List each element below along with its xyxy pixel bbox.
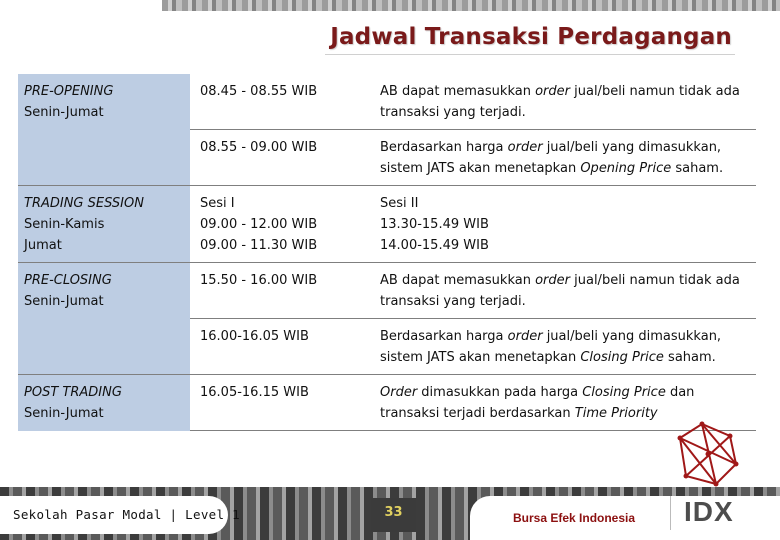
sesi-time: 09.00 - 11.30 WIB <box>200 238 318 253</box>
sesi-2-cell <box>374 186 756 263</box>
desc-text: Berdasarkan harga <box>380 140 508 155</box>
session-days: Senin-Jumat <box>24 294 104 309</box>
desc-text: jual/beli yang dimasukkan, sistem JATS akan menetapkan <box>380 140 722 176</box>
session-days: Senin-Jumat <box>24 406 104 421</box>
desc-text: jual/beli namun tidak ada transaksi yang terjadi. <box>380 273 740 309</box>
sesi-time: 09.00 - 12.00 WIB <box>200 217 318 232</box>
session-days: Senin-Kamis <box>24 217 105 232</box>
desc-em: order <box>507 329 543 344</box>
desc-cell <box>374 263 756 319</box>
time-cell: 16.05-16.15 WIB <box>190 375 374 431</box>
table-row <box>18 375 756 431</box>
desc-em: order <box>535 84 570 99</box>
session-days: Senin-Jumat <box>24 105 104 120</box>
time-cell: 15.50 - 16.00 WIB <box>190 263 374 319</box>
table-row <box>18 186 756 263</box>
session-days: Jumat <box>24 238 62 253</box>
footer-course-label: Sekolah Pasar Modal | Level 1 <box>13 507 240 522</box>
session-cell-post-trading <box>18 375 190 431</box>
sesi-label: Sesi I <box>200 196 235 211</box>
desc-text: AB dapat memasukkan <box>380 273 536 288</box>
page-title: Jadwal Transaksi Perdagangan <box>330 24 732 50</box>
desc-em: Time Priority <box>574 406 658 421</box>
session-name: TRADING SESSION <box>24 196 144 211</box>
session-cell-pre-opening <box>18 74 190 186</box>
session-name: PRE-OPENING <box>24 84 114 99</box>
session-cell-trading <box>18 186 190 263</box>
desc-text: jual/beli yang dimasukkan, sistem JATS akan menetapkan <box>380 329 722 365</box>
sesi-time: 14.00-15.49 WIB <box>380 238 489 253</box>
idx-globe-icon <box>672 418 742 490</box>
page-number: 33 <box>384 505 403 520</box>
desc-cell <box>374 130 756 186</box>
desc-em: Closing Price <box>580 350 664 365</box>
desc-em: order <box>507 140 543 155</box>
desc-cell <box>374 319 756 375</box>
desc-em: Closing Price <box>582 385 666 400</box>
brand-name: Bursa Efek Indonesia <box>513 511 636 525</box>
desc-text: dimasukkan pada harga <box>417 385 583 400</box>
time-cell: 08.45 - 08.55 WIB <box>200 84 318 99</box>
idx-logo: IDX <box>684 496 734 527</box>
table-row <box>18 263 756 319</box>
session-name: PRE-CLOSING <box>24 273 112 288</box>
desc-text: saham. <box>671 161 724 176</box>
session-cell-pre-closing <box>18 263 190 375</box>
desc-text: saham. <box>663 350 716 365</box>
schedule-table <box>18 74 756 431</box>
desc-cell <box>374 74 756 130</box>
desc-text: jual/beli namun tidak ada transaksi yang terjadi. <box>380 84 740 120</box>
title-underline <box>325 54 735 55</box>
sesi-label: Sesi II <box>380 196 419 211</box>
time-cell: 08.55 - 09.00 WIB <box>190 130 374 186</box>
desc-em: Order <box>380 385 418 400</box>
desc-text: AB dapat memasukkan <box>380 84 536 99</box>
logo-divider <box>670 496 671 530</box>
time-cell: 16.00-16.05 WIB <box>190 319 374 375</box>
desc-em: Opening Price <box>580 161 672 176</box>
sesi-1-cell <box>190 186 374 263</box>
table-row <box>18 74 756 130</box>
header-photo-strip <box>162 0 780 11</box>
desc-em: order <box>535 273 570 288</box>
desc-text: Berdasarkan harga <box>380 329 508 344</box>
desc-text: dan transaksi terjadi berdasarkan <box>380 385 695 421</box>
session-name: POST TRADING <box>24 385 122 400</box>
sesi-time: 13.30-15.49 WIB <box>380 217 489 232</box>
